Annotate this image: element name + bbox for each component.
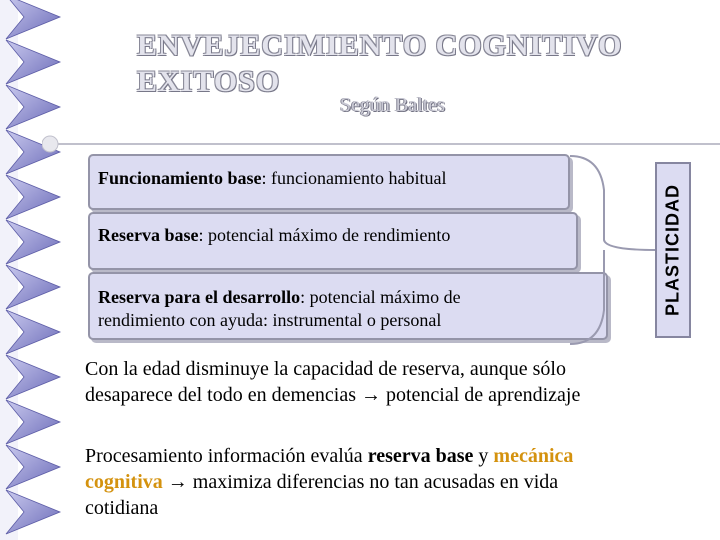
- arrow-icon: →: [360, 384, 381, 406]
- paragraph-2-text-c: y: [473, 445, 494, 467]
- slide-subtitle: Según Baltes: [340, 94, 445, 116]
- box-term: Funcionamiento base: [98, 168, 262, 188]
- paragraph-1-line-1: Con la edad disminuye la capacidad de reserva, aunque sólo: [85, 358, 566, 380]
- concept-box-reserva-base: [88, 212, 578, 270]
- paragraph-procesamiento: [85, 443, 695, 521]
- box-definition-line-1: : potencial máximo de: [300, 287, 461, 307]
- box-definition: : potencial máximo de rendimiento: [198, 225, 451, 245]
- arrow-icon: →: [167, 471, 188, 493]
- decorative-chevron-band: [0, 0, 82, 540]
- paragraph-reserva: [85, 356, 695, 408]
- paragraph-2-reserva-base: reserva base: [367, 445, 474, 467]
- paragraph-2-text-e: maximiza diferencias no tan acusadas en vida: [187, 471, 559, 493]
- plasticidad-label: PLASTICIDAD: [662, 184, 683, 316]
- box-definition: : funcionamiento habitual: [261, 168, 447, 188]
- paragraph-1-line-2a: desaparece del todo en demencias: [85, 384, 356, 406]
- slide-title: [137, 28, 697, 100]
- plasticidad-label-box: [655, 162, 691, 338]
- concept-box-funcionamiento-base: [88, 154, 570, 210]
- box-definition-line-2: rendimiento con ayuda: instrumental o personal: [98, 310, 442, 330]
- paragraph-2-mecanica: mecánica: [493, 445, 574, 467]
- paragraph-2-text-a: Procesamiento información evalúa: [85, 445, 368, 467]
- paragraph-1-line-2b: potencial de aprendizaje: [380, 384, 581, 406]
- box-term: Reserva base: [98, 225, 199, 245]
- box-term: Reserva para el desarrollo: [98, 287, 301, 307]
- paragraph-2-text-f: cotidiana: [85, 497, 159, 519]
- title-line-1: ENVEJECIMIENTO COGNITIVO: [137, 29, 623, 62]
- bracket-connector: [560, 150, 670, 350]
- title-line-2: EXITOSO: [137, 65, 281, 98]
- paragraph-2-cognitiva: cognitiva: [85, 471, 163, 493]
- concept-box-reserva-desarrollo: [88, 272, 608, 340]
